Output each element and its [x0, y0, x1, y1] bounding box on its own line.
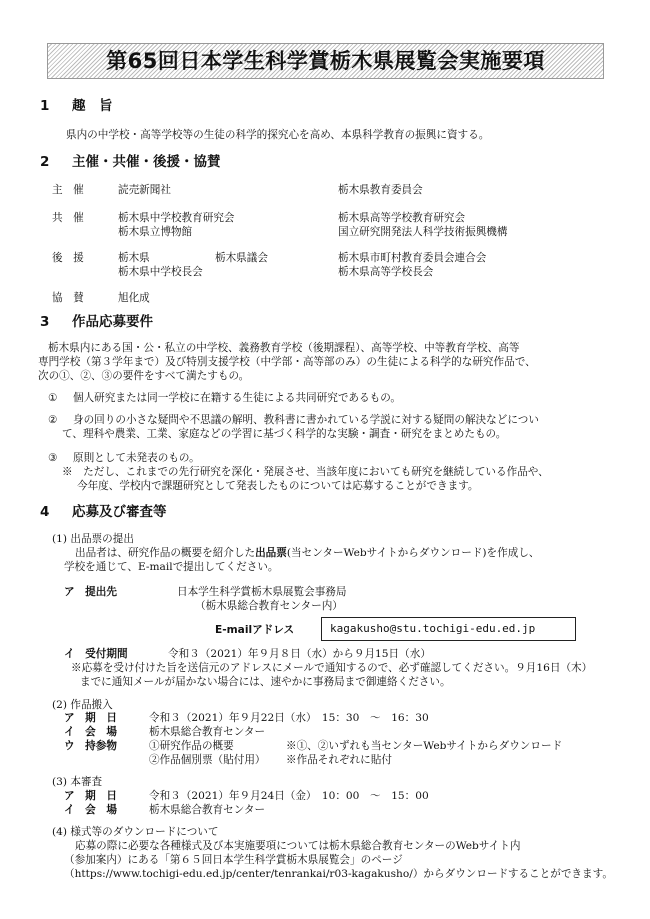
- section-2-heading: 主催・共催・後援・協賛: [72, 154, 221, 170]
- req-1-text: 個人研究または同一学校に在籍する生徒による共同研究であるもの。: [73, 392, 401, 404]
- review-date-value: 令和３（2021）年９月24日（金） 10：00 ～ 15：00: [149, 790, 429, 802]
- email-label: E-mailアドレス: [215, 624, 295, 636]
- req-3-mark: ③: [48, 452, 58, 464]
- koen-org-1: 栃木県: [118, 252, 150, 264]
- bring-item-2: ②作品個別票（貼付用）: [149, 754, 266, 766]
- bring-item-1: ①研究作品の概要: [149, 740, 234, 752]
- review-date-label: ア 期 日: [64, 790, 117, 802]
- req-2-mark: ②: [48, 414, 58, 426]
- section-3-para-line-2: 専門学校（第３学年まで）及び特別支援学校（中学部・高等部のみ）の生徒による科学的な研究作品で、: [38, 356, 536, 368]
- section-1-heading: 趣 旨: [72, 98, 113, 114]
- koen-org-5: 栃木県高等学校長会: [338, 266, 434, 278]
- koen-org-2: 栃木県議会: [215, 252, 268, 264]
- section-1-text: 県内の中学校・高等学校等の生徒の科学的探究心を高め、本県科学教育の振興に資する。: [66, 129, 490, 141]
- acceptance-period-value: 令和３（2021）年９月８日（水）から９月15日（水）: [168, 648, 431, 660]
- review-venue-value: 栃木県総合教育センター: [149, 804, 266, 816]
- section-3-para-line-1: 栃木県内にある国・公・私立の中学校、義務教育学校（後期課程）、高等学校、中等教育学校、高等: [48, 342, 520, 354]
- sub2-heading: (2) 作品搬入: [52, 699, 113, 711]
- page-title: 第65回日本学生科学賞栃木県展覧会実施要項: [106, 49, 545, 73]
- koen-label: 後 援: [52, 252, 84, 264]
- req-3-note-1: ※ ただし、これまでの先行研究を深化・発展させ、当該年度においても研究を継続している作品や、: [62, 466, 549, 478]
- acceptance-note-1: ※応募を受け付けた旨を送信元のアドレスにメールで通知するので、必ず確認してください。９月16日（木）: [71, 662, 593, 674]
- download-url-line[interactable]: （https://www.tochigi-edu.ed.jp/center/tenrankai/r03-kagakusho/）からダウンロードすることができます。: [64, 868, 613, 880]
- shusai-label: 主 催: [52, 184, 84, 196]
- req-2-text-1: 身の回りの小さな疑問や不思議の解明、教科書に書かれている学説に対する疑問の解決などについ: [73, 414, 539, 426]
- section-3-number: 3: [40, 314, 50, 330]
- delivery-date-value: 令和３（2021）年９月22日（水） 15：30 ～ 16：30: [149, 712, 429, 724]
- section-2-number: 2: [40, 154, 50, 170]
- sub1-line-1-pre: 出品者は、研究作品の概要を紹介した: [75, 547, 256, 559]
- kyosai-org-3: 栃木県立博物館: [118, 226, 193, 238]
- delivery-venue-value: 栃木県総合教育センター: [149, 726, 266, 738]
- sub4-line-1: 応募の際に必要な各種様式及び本実施要項については栃木県総合教育センターのWebサイト内: [75, 840, 521, 852]
- sub1-line-2: 学校を通じて、E-mailで提出してください。: [64, 561, 279, 573]
- kyosai-org-1: 栃木県中学校教育研究会: [118, 212, 235, 224]
- section-4-number: 4: [40, 504, 50, 520]
- sub1-line-1-post: (当センターWebサイトからダウンロード)を作成し、: [286, 547, 540, 559]
- sub3-heading: (3) 本審査: [52, 776, 103, 788]
- req-2-text-2: て、理科や農業、工業、家庭などの学習に基づく科学的な実験・調査・研究をまとめたもの。: [62, 428, 507, 440]
- sub4-line-2: （参加案内）にある「第６５回日本学生科学賞栃木県展覧会」のページ: [64, 854, 403, 866]
- submit-to-label: ア 提出先: [64, 586, 117, 598]
- section-4-heading: 応募及び審査等: [72, 504, 167, 520]
- shuppinhyo-term: 出品票: [255, 547, 287, 559]
- bring-item-2-note: ※作品それぞれに貼付: [286, 754, 392, 766]
- kyosai-org-2: 栃木県高等学校教育研究会: [338, 212, 466, 224]
- email-address-box: [321, 617, 576, 641]
- acceptance-period-label: イ 受付期間: [64, 648, 128, 660]
- kyosan-org-1: 旭化成: [118, 292, 150, 304]
- section-3-para-line-3: 次の①、②、③の要件をすべて満たすもの。: [38, 370, 250, 382]
- bring-items-label: ウ 持参物: [64, 740, 117, 752]
- kyosai-label: 共 催: [52, 212, 84, 224]
- sub1-line-1: [75, 546, 540, 560]
- bring-item-1-note: ※①、②いずれも当センターWebサイトからダウンロード: [286, 740, 563, 752]
- kyosan-label: 協 賛: [52, 292, 84, 304]
- sub4-heading: (4) 様式等のダウンロードについて: [52, 826, 219, 838]
- shusai-org-1: 読売新聞社: [118, 184, 171, 196]
- review-venue-label: イ 会 場: [64, 804, 117, 816]
- acceptance-note-2: までに通知メールが届かない場合には、速やかに事務局まで御連絡ください。: [80, 676, 451, 688]
- delivery-venue-label: イ 会 場: [64, 726, 117, 738]
- delivery-date-label: ア 期 日: [64, 712, 117, 724]
- req-3-note-2: 今年度、学校内で課題研究として発表したものについては応募することができます。: [77, 480, 479, 492]
- koen-org-4: 栃木県中学校長会: [118, 266, 203, 278]
- req-1-mark: ①: [48, 392, 58, 404]
- section-3-heading: 作品応募要件: [72, 314, 153, 330]
- koen-org-3: 栃木県市町村教育委員会連合会: [338, 252, 487, 264]
- kyosai-org-4: 国立研究開発法人科学技術振興機構: [338, 226, 508, 238]
- title-banner: [47, 43, 604, 79]
- submit-to-org-1: 日本学生科学賞栃木県展覧会事務局: [177, 586, 347, 598]
- shusai-org-2: 栃木県教育委員会: [338, 184, 423, 196]
- req-3-text: 原則として未発表のもの。: [73, 452, 200, 464]
- sub1-heading: (1) 出品票の提出: [52, 533, 134, 545]
- section-1-number: 1: [40, 98, 50, 114]
- email-address[interactable]: kagakusho@stu.tochigi-edu.ed.jp: [330, 622, 536, 635]
- submit-to-org-2: （栃木県総合教育センター内）: [195, 600, 343, 612]
